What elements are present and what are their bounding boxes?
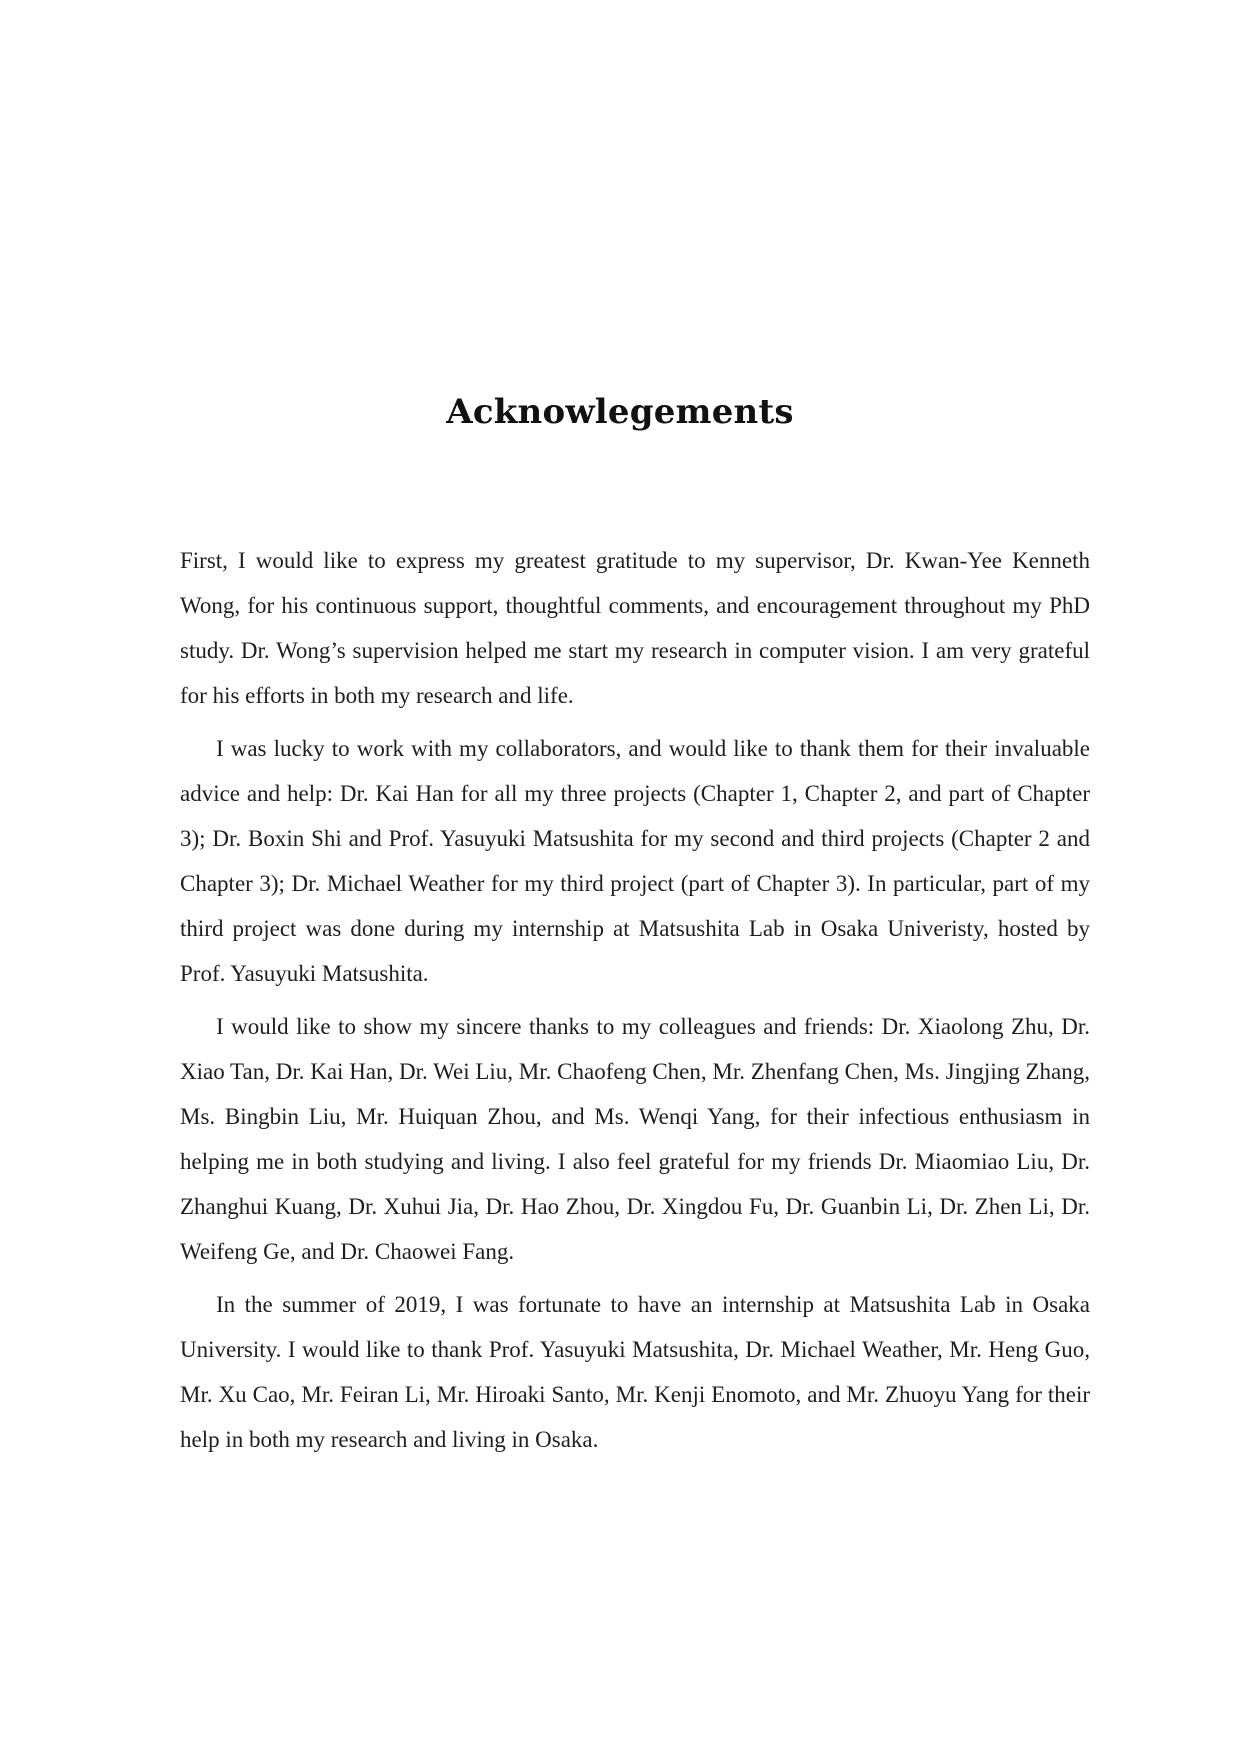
paragraph-internship: In the summer of 2019, I was fortunate to have an internship at Matsushita Lab in Osaka University. I would like to thank Prof. Yasuyuki Matsushita, Dr. Michael Weather, Mr. Heng Guo, Mr. Xu Cao, Mr. Feiran Li, Mr. Hiroaki Santo, Mr. Kenji Enomoto, and Mr. Zhuoyu Yang for their help in both my research and living in Osaka. bbox=[180, 1292, 1090, 1452]
page-title: Acknowlegements bbox=[446, 392, 794, 432]
paragraph-supervisor: First, I would like to express my greatest gratitude to my supervisor, Dr. Kwan-Yee Kenneth Wong, for his continuous support, thoughtful comments, and encouragement throughout my PhD study. Dr. Wong’s supervision helped me start my research in computer vision. I am very grateful for his efforts in both my research and life. bbox=[180, 548, 1090, 708]
paragraph-colleagues-friends: I would like to show my sincere thanks to my colleagues and friends: Dr. Xiaolong Zhu, Dr. Xiao Tan, Dr. Kai Han, Dr. Wei Liu, Mr. Chaofeng Chen, Mr. Zhenfang Chen, Ms. Jingjing Zhang, Ms. Bingbin Liu, Mr. Huiquan Zhou, and Ms. Wenqi Yang, for their infectious enthusiasm in helping me in both studying and living. I also feel grateful for my friends Dr. Miaomiao Liu, Dr. Zhanghui Kuang, Dr. Xuhui Jia, Dr. Hao Zhou, Dr. Xingdou Fu, Dr. Guanbin Li, Dr. Zhen Li, Dr. Weifeng Ge, and Dr. Chaowei Fang. bbox=[180, 1014, 1090, 1264]
acknowledgements-body bbox=[180, 538, 1090, 1470]
paragraph-collaborators: I was lucky to work with my collaborators, and would like to thank them for their invaluable advice and help: Dr. Kai Han for all my three projects (Chapter 1, Chapter 2, and part of Chapter 3); Dr. Boxin Shi and Prof. Yasuyuki Matsushita for my second and third projects (Chapter 2 and Chapter 3); Dr. Michael Weather for my third project (part of Chapter 3). In particular, part of my third project was done during my internship at Matsushita Lab in Osaka Univeristy, hosted by Prof. Yasuyuki Matsushita. bbox=[180, 736, 1090, 986]
